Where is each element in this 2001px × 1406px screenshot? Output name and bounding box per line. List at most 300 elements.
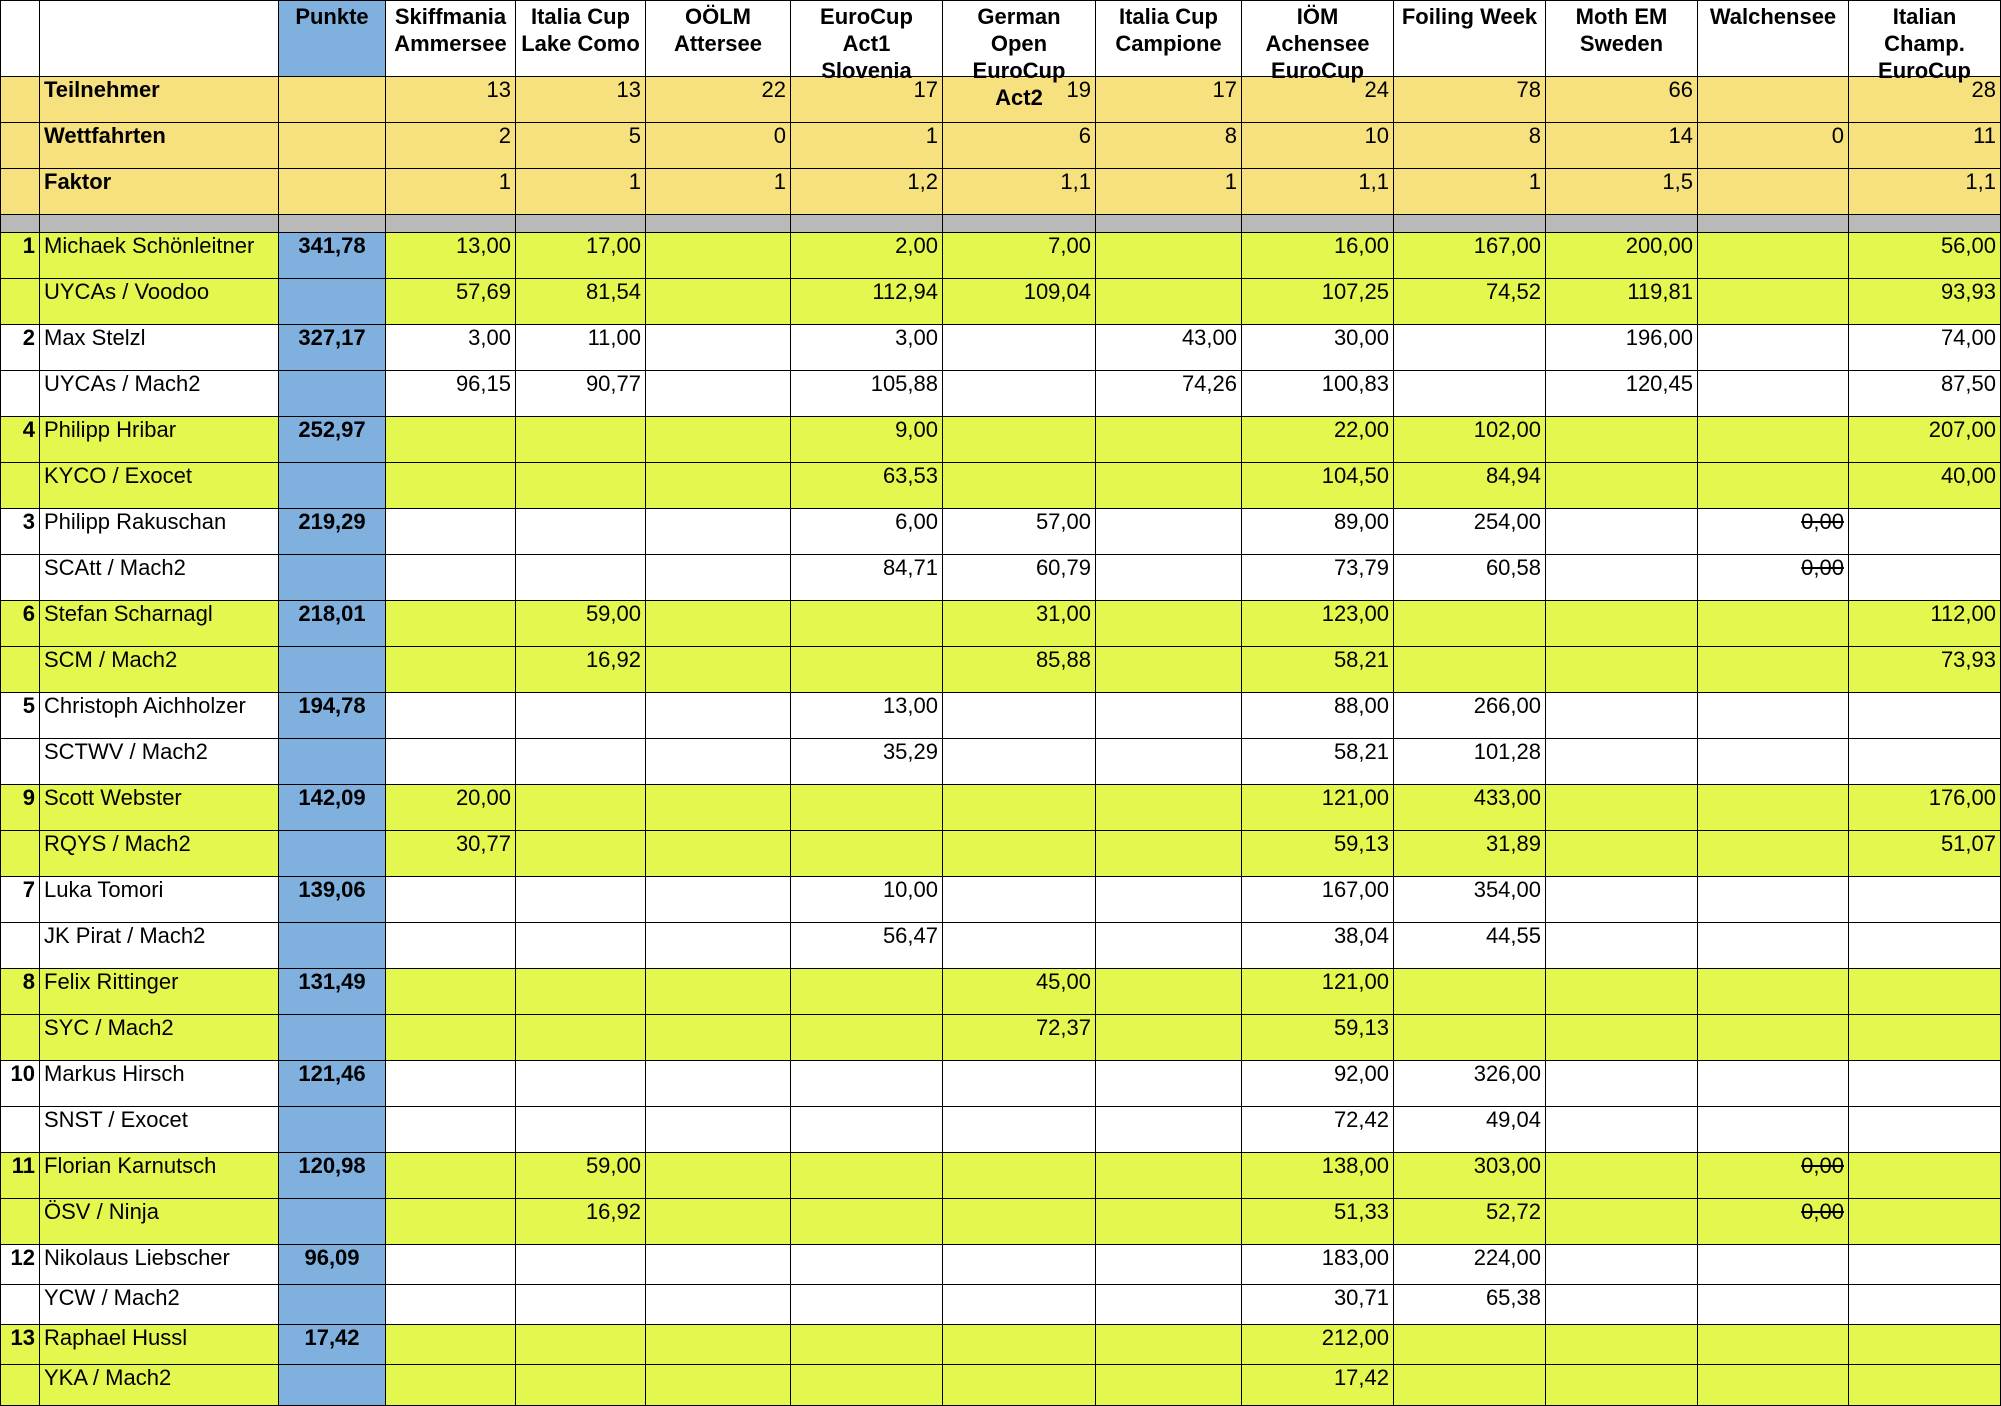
- result-cell[interactable]: [1394, 693, 1546, 739]
- result-cell[interactable]: [516, 1325, 646, 1365]
- score-cell[interactable]: [516, 1199, 646, 1245]
- score-cell[interactable]: [386, 923, 516, 969]
- score-cell[interactable]: [1849, 923, 2001, 969]
- score-cell[interactable]: [386, 1285, 516, 1325]
- meta-value-cell[interactable]: 8: [1394, 123, 1546, 169]
- result-cell[interactable]: [791, 417, 943, 463]
- result-cell[interactable]: [386, 233, 516, 279]
- score-cell[interactable]: [1849, 555, 2001, 601]
- sailor-name[interactable]: Philipp Rakuschan: [40, 509, 279, 555]
- score-cell[interactable]: [791, 923, 943, 969]
- meta-value-cell[interactable]: 1,1: [943, 169, 1096, 215]
- result-cell[interactable]: [1849, 233, 2001, 279]
- score-cell[interactable]: [516, 923, 646, 969]
- meta-value-cell[interactable]: 14: [1546, 123, 1698, 169]
- score-cell[interactable]: [791, 371, 943, 417]
- result-cell[interactable]: [516, 1061, 646, 1107]
- result-cell[interactable]: [516, 785, 646, 831]
- score-cell[interactable]: [1096, 1015, 1242, 1061]
- score-cell[interactable]: [1096, 279, 1242, 325]
- score-cell[interactable]: [1849, 647, 2001, 693]
- result-cell[interactable]: [943, 1153, 1096, 1199]
- score-cell[interactable]: [1394, 831, 1546, 877]
- score-cell[interactable]: [516, 371, 646, 417]
- result-cell[interactable]: [1394, 1245, 1546, 1285]
- total-points[interactable]: 194,78: [279, 693, 386, 739]
- score-cell[interactable]: [1546, 1107, 1698, 1153]
- meta-value-cell[interactable]: 78: [1394, 77, 1546, 123]
- result-cell[interactable]: [1698, 1245, 1849, 1285]
- score-cell[interactable]: [1546, 739, 1698, 785]
- result-cell[interactable]: [1096, 969, 1242, 1015]
- result-cell[interactable]: [1849, 785, 2001, 831]
- result-cell[interactable]: [943, 1325, 1096, 1365]
- club-boat[interactable]: SCM / Mach2: [40, 647, 279, 693]
- header-event[interactable]: [516, 1, 646, 77]
- score-cell[interactable]: [1546, 371, 1698, 417]
- meta-value-cell[interactable]: 17: [1096, 77, 1242, 123]
- result-cell[interactable]: [1698, 233, 1849, 279]
- score-cell[interactable]: [1698, 371, 1849, 417]
- score-cell[interactable]: [1698, 647, 1849, 693]
- score-cell[interactable]: [1394, 463, 1546, 509]
- result-cell[interactable]: [1394, 969, 1546, 1015]
- result-cell[interactable]: [646, 601, 791, 647]
- header-event[interactable]: [1849, 1, 2001, 83]
- result-cell[interactable]: [1242, 1153, 1394, 1199]
- club-boat[interactable]: JK Pirat / Mach2: [40, 923, 279, 969]
- score-cell[interactable]: [646, 739, 791, 785]
- result-cell[interactable]: [1096, 601, 1242, 647]
- result-cell[interactable]: [791, 1325, 943, 1365]
- meta-value-cell[interactable]: [1698, 77, 1849, 123]
- score-cell[interactable]: [1242, 739, 1394, 785]
- result-cell[interactable]: [1546, 417, 1698, 463]
- result-cell[interactable]: [791, 785, 943, 831]
- meta-value-cell[interactable]: 1: [791, 123, 943, 169]
- total-points[interactable]: 139,06: [279, 877, 386, 923]
- result-cell[interactable]: [1394, 417, 1546, 463]
- result-cell[interactable]: [791, 1245, 943, 1285]
- score-cell[interactable]: [943, 923, 1096, 969]
- score-cell[interactable]: [1394, 371, 1546, 417]
- score-cell[interactable]: [1242, 1107, 1394, 1153]
- result-cell[interactable]: [386, 1061, 516, 1107]
- score-cell[interactable]: [1849, 1285, 2001, 1325]
- header-points[interactable]: [279, 1, 386, 77]
- score-cell[interactable]: [791, 1015, 943, 1061]
- header-event[interactable]: [386, 1, 516, 77]
- result-cell[interactable]: [646, 1245, 791, 1285]
- score-cell[interactable]: [646, 555, 791, 601]
- result-cell[interactable]: [1546, 509, 1698, 555]
- score-cell[interactable]: [516, 555, 646, 601]
- score-cell[interactable]: [646, 923, 791, 969]
- result-cell[interactable]: [516, 601, 646, 647]
- meta-value-cell[interactable]: 1: [1096, 169, 1242, 215]
- total-points[interactable]: 120,98: [279, 1153, 386, 1199]
- result-cell[interactable]: [1698, 325, 1849, 371]
- score-cell[interactable]: [386, 1199, 516, 1245]
- score-cell[interactable]: [1698, 1107, 1849, 1153]
- total-points[interactable]: 142,09: [279, 785, 386, 831]
- total-points[interactable]: 131,49: [279, 969, 386, 1015]
- result-cell[interactable]: [1698, 1325, 1849, 1365]
- result-cell[interactable]: [1546, 601, 1698, 647]
- result-cell[interactable]: [1849, 1245, 2001, 1285]
- score-cell[interactable]: [1849, 371, 2001, 417]
- meta-value-cell[interactable]: 1,1: [1849, 169, 2001, 215]
- sailor-name[interactable]: Max Stelzl: [40, 325, 279, 371]
- club-boat[interactable]: RQYS / Mach2: [40, 831, 279, 877]
- result-cell[interactable]: [1698, 601, 1849, 647]
- result-cell[interactable]: [1698, 417, 1849, 463]
- score-cell[interactable]: [943, 1199, 1096, 1245]
- result-cell[interactable]: [1546, 1245, 1698, 1285]
- result-cell[interactable]: [1394, 509, 1546, 555]
- meta-value-cell[interactable]: 1: [646, 169, 791, 215]
- club-boat[interactable]: SYC / Mach2: [40, 1015, 279, 1061]
- score-cell[interactable]: [1242, 1285, 1394, 1325]
- result-cell[interactable]: [1698, 509, 1849, 555]
- score-cell[interactable]: [516, 831, 646, 877]
- total-points[interactable]: 96,09: [279, 1245, 386, 1285]
- result-cell[interactable]: [1546, 693, 1698, 739]
- result-cell[interactable]: [1096, 693, 1242, 739]
- meta-value-cell[interactable]: 0: [1698, 123, 1849, 169]
- meta-value-cell[interactable]: [279, 169, 386, 215]
- score-cell[interactable]: [791, 739, 943, 785]
- score-cell[interactable]: [1096, 923, 1242, 969]
- result-cell[interactable]: [1849, 1153, 2001, 1199]
- score-cell[interactable]: [1242, 371, 1394, 417]
- score-cell[interactable]: [646, 1015, 791, 1061]
- meta-value-cell[interactable]: 1: [1394, 169, 1546, 215]
- score-cell[interactable]: [646, 1365, 791, 1406]
- score-cell[interactable]: [1242, 1015, 1394, 1061]
- result-cell[interactable]: [1242, 1245, 1394, 1285]
- result-cell[interactable]: [516, 233, 646, 279]
- score-cell[interactable]: [1394, 1107, 1546, 1153]
- score-cell[interactable]: [1849, 1365, 2001, 1406]
- score-cell[interactable]: [516, 1107, 646, 1153]
- score-cell[interactable]: [386, 463, 516, 509]
- score-cell[interactable]: [1546, 647, 1698, 693]
- score-cell[interactable]: [1242, 555, 1394, 601]
- result-cell[interactable]: [791, 693, 943, 739]
- score-cell[interactable]: [646, 371, 791, 417]
- score-cell[interactable]: [1096, 739, 1242, 785]
- score-cell[interactable]: [1394, 739, 1546, 785]
- score-cell[interactable]: [1096, 831, 1242, 877]
- total-points[interactable]: 341,78: [279, 233, 386, 279]
- result-cell[interactable]: [1546, 1061, 1698, 1107]
- score-cell[interactable]: [943, 739, 1096, 785]
- total-points[interactable]: 121,46: [279, 1061, 386, 1107]
- result-cell[interactable]: [1546, 1325, 1698, 1365]
- result-cell[interactable]: [1394, 233, 1546, 279]
- meta-value-cell[interactable]: 13: [386, 77, 516, 123]
- score-cell[interactable]: [1394, 1285, 1546, 1325]
- score-cell[interactable]: [791, 831, 943, 877]
- header-event[interactable]: [1698, 1, 1849, 77]
- result-cell[interactable]: [791, 1153, 943, 1199]
- score-cell[interactable]: [386, 647, 516, 693]
- score-cell[interactable]: [1096, 1199, 1242, 1245]
- score-cell[interactable]: [516, 1015, 646, 1061]
- sailor-name[interactable]: Markus Hirsch: [40, 1061, 279, 1107]
- result-cell[interactable]: [646, 693, 791, 739]
- result-cell[interactable]: [646, 325, 791, 371]
- score-cell[interactable]: [1394, 1015, 1546, 1061]
- score-cell[interactable]: [386, 1365, 516, 1406]
- result-cell[interactable]: [1849, 509, 2001, 555]
- result-cell[interactable]: [943, 601, 1096, 647]
- result-cell[interactable]: [1849, 693, 2001, 739]
- score-cell[interactable]: [943, 371, 1096, 417]
- score-cell[interactable]: [386, 555, 516, 601]
- meta-value-cell[interactable]: 28: [1849, 77, 2001, 123]
- score-cell[interactable]: [516, 1365, 646, 1406]
- score-cell[interactable]: [1849, 1199, 2001, 1245]
- score-cell[interactable]: [1849, 831, 2001, 877]
- result-cell[interactable]: [1394, 1153, 1546, 1199]
- score-cell[interactable]: [1546, 1365, 1698, 1406]
- result-cell[interactable]: [1698, 969, 1849, 1015]
- result-cell[interactable]: [791, 1061, 943, 1107]
- result-cell[interactable]: [646, 509, 791, 555]
- result-cell[interactable]: [646, 877, 791, 923]
- result-cell[interactable]: [1242, 417, 1394, 463]
- score-cell[interactable]: [646, 463, 791, 509]
- sailor-name[interactable]: Raphael Hussl: [40, 1325, 279, 1365]
- meta-value-cell[interactable]: 1,2: [791, 169, 943, 215]
- result-cell[interactable]: [1849, 877, 2001, 923]
- result-cell[interactable]: [1849, 1325, 2001, 1365]
- score-cell[interactable]: [1698, 1199, 1849, 1245]
- total-points[interactable]: 219,29: [279, 509, 386, 555]
- score-cell[interactable]: [516, 279, 646, 325]
- result-cell[interactable]: [386, 1153, 516, 1199]
- score-cell[interactable]: [1394, 1365, 1546, 1406]
- score-cell[interactable]: [386, 279, 516, 325]
- score-cell[interactable]: [386, 831, 516, 877]
- result-cell[interactable]: [386, 417, 516, 463]
- meta-value-cell[interactable]: 5: [516, 123, 646, 169]
- score-cell[interactable]: [1698, 1015, 1849, 1061]
- result-cell[interactable]: [791, 325, 943, 371]
- score-cell[interactable]: [1096, 555, 1242, 601]
- total-points[interactable]: 17,42: [279, 1325, 386, 1365]
- score-cell[interactable]: [1546, 555, 1698, 601]
- result-cell[interactable]: [386, 509, 516, 555]
- score-cell[interactable]: [386, 1107, 516, 1153]
- meta-value-cell[interactable]: 1: [516, 169, 646, 215]
- result-cell[interactable]: [791, 877, 943, 923]
- total-points[interactable]: 327,17: [279, 325, 386, 371]
- result-cell[interactable]: [943, 693, 1096, 739]
- score-cell[interactable]: [943, 555, 1096, 601]
- score-cell[interactable]: [943, 831, 1096, 877]
- result-cell[interactable]: [516, 417, 646, 463]
- result-cell[interactable]: [1096, 233, 1242, 279]
- meta-value-cell[interactable]: 17: [791, 77, 943, 123]
- header-event[interactable]: [791, 1, 943, 83]
- score-cell[interactable]: [1698, 555, 1849, 601]
- result-cell[interactable]: [386, 325, 516, 371]
- score-cell[interactable]: [943, 1365, 1096, 1406]
- sailor-name[interactable]: Luka Tomori: [40, 877, 279, 923]
- result-cell[interactable]: [943, 233, 1096, 279]
- result-cell[interactable]: [1546, 785, 1698, 831]
- sailor-name[interactable]: Christoph Aichholzer: [40, 693, 279, 739]
- result-cell[interactable]: [1849, 969, 2001, 1015]
- meta-value-cell[interactable]: 6: [943, 123, 1096, 169]
- result-cell[interactable]: [516, 1153, 646, 1199]
- meta-value-cell[interactable]: 10: [1242, 123, 1394, 169]
- result-cell[interactable]: [386, 601, 516, 647]
- result-cell[interactable]: [1394, 325, 1546, 371]
- meta-value-cell[interactable]: 11: [1849, 123, 2001, 169]
- result-cell[interactable]: [646, 417, 791, 463]
- club-boat[interactable]: YCW / Mach2: [40, 1285, 279, 1325]
- score-cell[interactable]: [646, 1199, 791, 1245]
- meta-value-cell[interactable]: 22: [646, 77, 791, 123]
- result-cell[interactable]: [1242, 509, 1394, 555]
- score-cell[interactable]: [1849, 279, 2001, 325]
- club-boat[interactable]: SCTWV / Mach2: [40, 739, 279, 785]
- result-cell[interactable]: [1096, 1245, 1242, 1285]
- result-cell[interactable]: [1546, 877, 1698, 923]
- score-cell[interactable]: [1394, 647, 1546, 693]
- score-cell[interactable]: [1242, 647, 1394, 693]
- result-cell[interactable]: [516, 1245, 646, 1285]
- result-cell[interactable]: [1096, 417, 1242, 463]
- club-boat[interactable]: UYCAs / Voodoo: [40, 279, 279, 325]
- result-cell[interactable]: [516, 693, 646, 739]
- club-boat[interactable]: YKA / Mach2: [40, 1365, 279, 1406]
- result-cell[interactable]: [1698, 1061, 1849, 1107]
- meta-value-cell[interactable]: 1: [386, 169, 516, 215]
- score-cell[interactable]: [791, 555, 943, 601]
- score-cell[interactable]: [1546, 463, 1698, 509]
- result-cell[interactable]: [1546, 325, 1698, 371]
- score-cell[interactable]: [1546, 923, 1698, 969]
- score-cell[interactable]: [1242, 463, 1394, 509]
- score-cell[interactable]: [646, 647, 791, 693]
- score-cell[interactable]: [516, 463, 646, 509]
- score-cell[interactable]: [646, 831, 791, 877]
- score-cell[interactable]: [791, 1199, 943, 1245]
- score-cell[interactable]: [646, 279, 791, 325]
- score-cell[interactable]: [791, 1285, 943, 1325]
- meta-value-cell[interactable]: [279, 123, 386, 169]
- score-cell[interactable]: [1698, 739, 1849, 785]
- result-cell[interactable]: [943, 1245, 1096, 1285]
- result-cell[interactable]: [1394, 601, 1546, 647]
- result-cell[interactable]: [1096, 509, 1242, 555]
- result-cell[interactable]: [646, 1061, 791, 1107]
- score-cell[interactable]: [1546, 831, 1698, 877]
- result-cell[interactable]: [1698, 1153, 1849, 1199]
- score-cell[interactable]: [1849, 1107, 2001, 1153]
- score-cell[interactable]: [791, 1107, 943, 1153]
- result-cell[interactable]: [1546, 1153, 1698, 1199]
- score-cell[interactable]: [1394, 279, 1546, 325]
- result-cell[interactable]: [1242, 969, 1394, 1015]
- result-cell[interactable]: [516, 877, 646, 923]
- meta-value-cell[interactable]: 0: [646, 123, 791, 169]
- score-cell[interactable]: [1698, 923, 1849, 969]
- result-cell[interactable]: [943, 325, 1096, 371]
- result-cell[interactable]: [943, 509, 1096, 555]
- result-cell[interactable]: [943, 1061, 1096, 1107]
- score-cell[interactable]: [1394, 1199, 1546, 1245]
- score-cell[interactable]: [1698, 279, 1849, 325]
- meta-value-cell[interactable]: 13: [516, 77, 646, 123]
- result-cell[interactable]: [646, 1325, 791, 1365]
- result-cell[interactable]: [386, 877, 516, 923]
- meta-value-cell[interactable]: [1698, 169, 1849, 215]
- score-cell[interactable]: [646, 1107, 791, 1153]
- club-boat[interactable]: SNST / Exocet: [40, 1107, 279, 1153]
- sailor-name[interactable]: Michaek Schönleitner: [40, 233, 279, 279]
- score-cell[interactable]: [1242, 831, 1394, 877]
- score-cell[interactable]: [1698, 463, 1849, 509]
- result-cell[interactable]: [516, 969, 646, 1015]
- result-cell[interactable]: [1096, 1325, 1242, 1365]
- score-cell[interactable]: [1096, 647, 1242, 693]
- meta-value-cell[interactable]: [279, 77, 386, 123]
- score-cell[interactable]: [1242, 1365, 1394, 1406]
- result-cell[interactable]: [1242, 877, 1394, 923]
- score-cell[interactable]: [386, 1015, 516, 1061]
- result-cell[interactable]: [943, 417, 1096, 463]
- score-cell[interactable]: [1546, 1199, 1698, 1245]
- meta-value-cell[interactable]: 2: [386, 123, 516, 169]
- score-cell[interactable]: [1546, 279, 1698, 325]
- result-cell[interactable]: [1698, 877, 1849, 923]
- meta-value-cell[interactable]: 66: [1546, 77, 1698, 123]
- result-cell[interactable]: [646, 1153, 791, 1199]
- score-cell[interactable]: [1242, 923, 1394, 969]
- score-cell[interactable]: [1698, 1285, 1849, 1325]
- score-cell[interactable]: [791, 647, 943, 693]
- result-cell[interactable]: [1849, 1061, 2001, 1107]
- club-boat[interactable]: KYCO / Exocet: [40, 463, 279, 509]
- score-cell[interactable]: [516, 1285, 646, 1325]
- result-cell[interactable]: [1849, 325, 2001, 371]
- score-cell[interactable]: [1849, 1015, 2001, 1061]
- result-cell[interactable]: [791, 233, 943, 279]
- sailor-name[interactable]: Philipp Hribar: [40, 417, 279, 463]
- result-cell[interactable]: [943, 969, 1096, 1015]
- meta-value-cell[interactable]: 24: [1242, 77, 1394, 123]
- result-cell[interactable]: [1394, 1061, 1546, 1107]
- club-boat[interactable]: ÖSV / Ninja: [40, 1199, 279, 1245]
- result-cell[interactable]: [1849, 601, 2001, 647]
- result-cell[interactable]: [1394, 785, 1546, 831]
- score-cell[interactable]: [386, 371, 516, 417]
- meta-value-cell[interactable]: 1,5: [1546, 169, 1698, 215]
- score-cell[interactable]: [1242, 279, 1394, 325]
- result-cell[interactable]: [791, 969, 943, 1015]
- result-cell[interactable]: [1698, 785, 1849, 831]
- score-cell[interactable]: [791, 279, 943, 325]
- sailor-name[interactable]: Florian Karnutsch: [40, 1153, 279, 1199]
- result-cell[interactable]: [791, 601, 943, 647]
- result-cell[interactable]: [1242, 693, 1394, 739]
